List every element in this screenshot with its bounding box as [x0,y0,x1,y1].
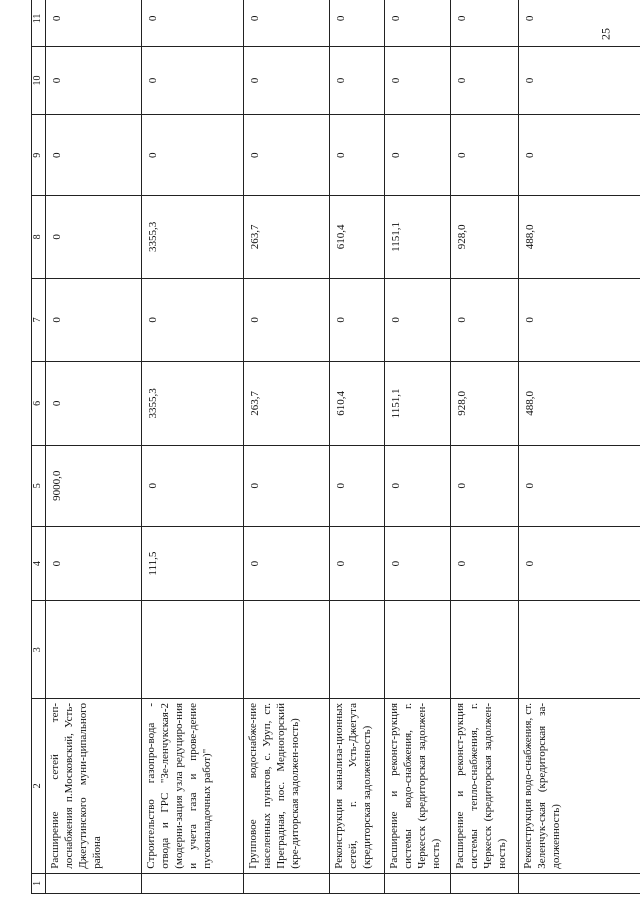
value-cell: 0 [330,445,385,526]
value-cell: 0 [519,526,640,601]
row-index-cell [244,873,330,893]
project-description: Реконструкция канализа-ционных сетей, г. Усть-Джегута (кредиторская задолженность) [330,698,385,873]
budget-table [31,0,640,894]
row-index-cell [46,873,142,893]
value-cell: 0 [142,445,244,526]
rotated-table-frame [31,0,640,894]
value-cell: 0 [519,46,640,114]
value-cell: 0 [451,445,519,526]
value-cell: 0 [46,196,142,278]
value-cell: 1151,1 [385,196,451,278]
value-cell: 0 [244,46,330,114]
table-row [46,0,142,894]
value-cell: 0 [46,278,142,362]
column-number-header [32,0,46,894]
value-cell: 928,0 [451,362,519,446]
value-cell [519,601,640,699]
col-number: 4 [32,526,46,601]
value-cell: 0 [244,115,330,196]
col-number: 3 [32,601,46,699]
value-cell: 0 [385,278,451,362]
value-cell: 9000,0 [46,445,142,526]
value-cell: 610,4 [330,362,385,446]
value-cell [142,601,244,699]
col-number: 11 [32,0,46,46]
row-index-cell [519,873,640,893]
row-index-cell [330,873,385,893]
value-cell: 111,5 [142,526,244,601]
value-cell: 0 [330,278,385,362]
value-cell: 0 [46,526,142,601]
value-cell: 0 [46,362,142,446]
value-cell: 263,7 [244,196,330,278]
col-number: 10 [32,46,46,114]
value-cell: 0 [451,0,519,46]
value-cell: 0 [385,0,451,46]
project-description: Строительство газопро-вода - отвода и ГРС "Зе-ленчукская-2 (модерни-зация узла редуциро-ния и учета газа и прове-дение пусконаладочных работ)" [142,698,244,873]
col-number: 6 [32,362,46,446]
value-cell [451,601,519,699]
page-number: 25 [598,28,613,40]
row-index-cell [451,873,519,893]
value-cell: 0 [330,115,385,196]
value-cell: 0 [244,0,330,46]
value-cell: 0 [142,278,244,362]
col-number: 7 [32,278,46,362]
table-row [142,0,244,894]
value-cell: 0 [142,46,244,114]
value-cell: 488,0 [519,362,640,446]
col-number: 2 [32,698,46,873]
value-cell: 3355,3 [142,196,244,278]
value-cell: 0 [330,46,385,114]
row-index-cell [142,873,244,893]
value-cell: 263,7 [244,362,330,446]
value-cell: 0 [330,526,385,601]
value-cell: 0 [244,526,330,601]
value-cell: 488,0 [519,196,640,278]
value-cell: 0 [519,445,640,526]
value-cell: 0 [451,46,519,114]
value-cell [46,601,142,699]
table-row [330,0,385,894]
table-row [244,0,330,894]
col-number: 1 [32,873,46,893]
value-cell: 0 [46,115,142,196]
table-row [385,0,451,894]
value-cell: 0 [451,526,519,601]
project-description: Групповое водоснабже-ние населенных пунктов, с. Уруп, ст. Преградная, пос. Медногорский (кре-диторская задолжен-ность) [244,698,330,873]
value-cell: 0 [46,46,142,114]
value-cell [244,601,330,699]
value-cell: 0 [451,278,519,362]
value-cell: 928,0 [451,196,519,278]
project-description: Расширение и реконст-рукция системы водо-снабжения, г. Черкесск (кредиторская задолжен-ность) [385,698,451,873]
value-cell: 0 [385,46,451,114]
value-cell: 0 [46,0,142,46]
value-cell: 0 [451,115,519,196]
value-cell: 0 [330,0,385,46]
project-description: Расширение и реконст-рукция системы тепло-снабжения, г. Черкесск (кредиторская задолжен-ность) [451,698,519,873]
value-cell: 1151,1 [385,362,451,446]
value-cell: 0 [142,115,244,196]
value-cell: 0 [244,445,330,526]
table-row [451,0,519,894]
project-description: Расширение сетей теп-лоснабжения п.Московский, Усть-Джегутинского муни-ципального района [46,698,142,873]
value-cell: 0 [244,278,330,362]
value-cell [330,601,385,699]
table-row [519,0,640,894]
project-description: Реконструкция водо-снабжения, ст. Зеленчук-ская (кредиторская за-долженность) [519,698,640,873]
value-cell: 0 [385,445,451,526]
value-cell: 0 [385,526,451,601]
value-cell: 0 [142,0,244,46]
value-cell: 0 [519,115,640,196]
value-cell: 0 [519,278,640,362]
value-cell [385,601,451,699]
col-number: 5 [32,445,46,526]
col-number: 9 [32,115,46,196]
value-cell: 0 [385,115,451,196]
value-cell: 0 [519,0,640,46]
value-cell: 3355,3 [142,362,244,446]
row-index-cell [385,873,451,893]
value-cell: 610,4 [330,196,385,278]
col-number: 8 [32,196,46,278]
